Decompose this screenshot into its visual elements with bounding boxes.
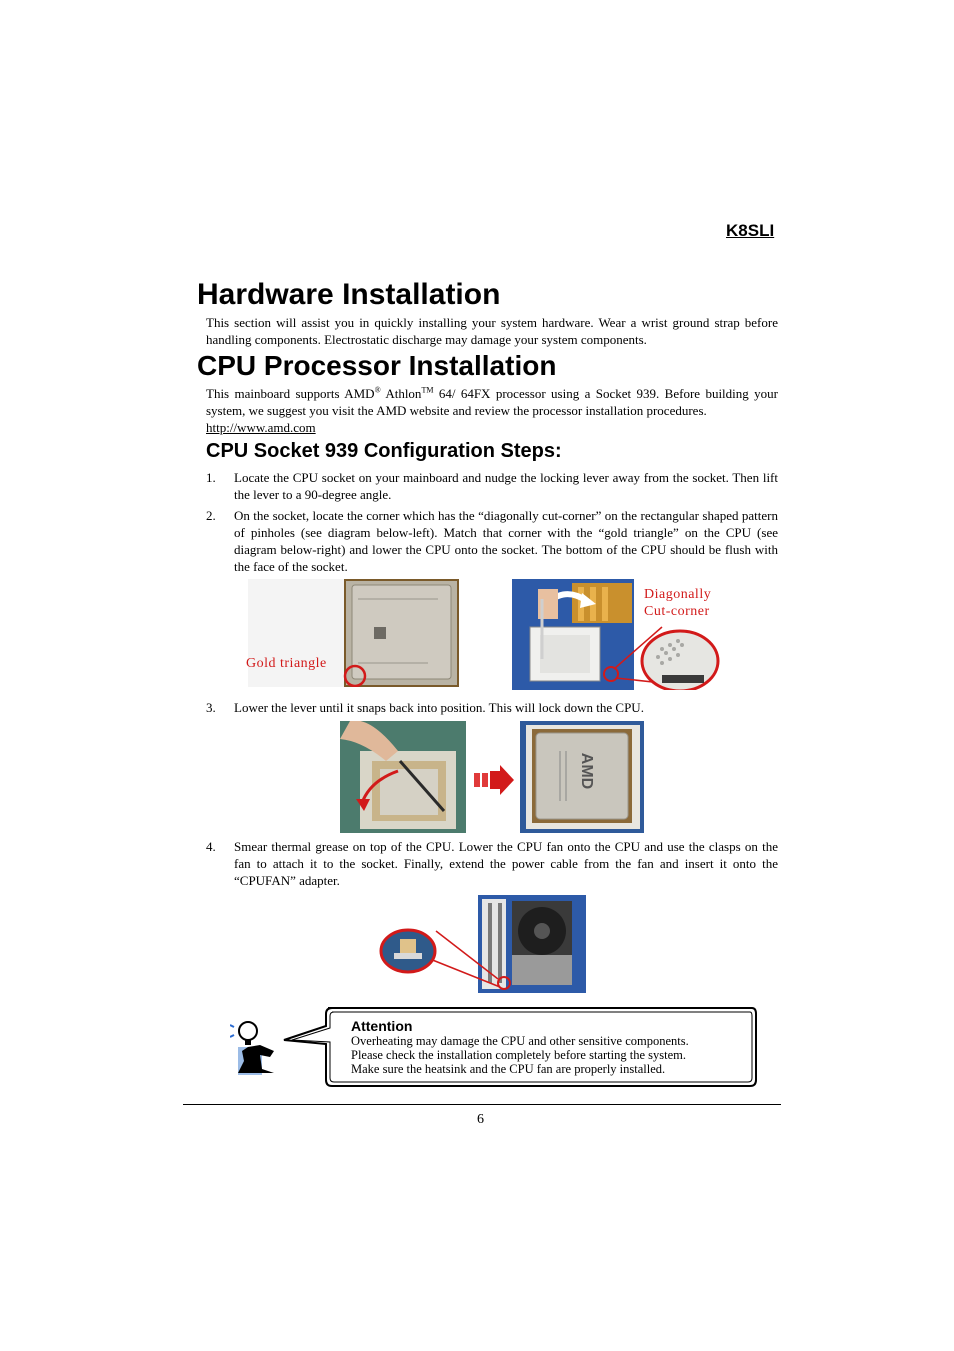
hardware-intro: This section will assist you in quickly installing your system hardware. Wear a wrist ground strap before handling components. Electrostatic discharge may damage your system components.	[206, 315, 778, 347]
registered-mark: ®	[374, 385, 381, 395]
locked-cpu-photo	[520, 721, 644, 833]
right-arrow-icon	[474, 765, 514, 795]
cpu-fan-graphic	[378, 895, 586, 993]
step-text: On the socket, locate the corner which has the “diagonally cut-corner” on the rectangular shaped pattern of pinholes (see diagram below-left). Match that corner with the “gold triangle” on the CPU (see diagram below-right) and lower the CPU onto the socket. The bottom of the CPU should be flush with the face of the socket.	[234, 508, 778, 574]
step-number: 4.	[206, 839, 216, 854]
page-number: 6	[477, 1112, 484, 1127]
lever-photo	[340, 721, 466, 833]
locked-cpu-graphic	[520, 721, 644, 833]
lever-photo-graphic	[340, 721, 466, 833]
step-number: 2.	[206, 508, 216, 523]
footer-divider	[183, 1104, 781, 1105]
step-text: Smear thermal grease on top of the CPU. Lower the CPU fan onto the CPU and use the clasps on the fan to attach it to the socket. Finally, extend the power cable from the fan and insert it onto the “CPUFAN” adapter.	[234, 839, 778, 888]
attention-line-3: Make sure the heatsink and the CPU fan are properly installed.	[351, 1062, 666, 1076]
cpu-intro-pre: This mainboard supports AMD	[206, 386, 375, 401]
step-number: 1.	[206, 470, 216, 485]
cut-corner-label-line1: Diagonally	[644, 587, 712, 602]
gold-triangle-label: Gold triangle	[246, 656, 327, 671]
cut-corner-label	[644, 586, 711, 620]
cpu-print: AMD	[578, 752, 595, 790]
attention-title: Attention	[351, 1018, 413, 1034]
step-text: Locate the CPU socket on your mainboard and nudge the locking lever away from the socket. Then lift the lever to a 90-degree angle.	[234, 470, 778, 502]
cut-corner-label-line2: Cut-corner	[644, 604, 710, 619]
amd-link[interactable]: http://www.amd.com	[206, 420, 316, 435]
cpu-fan-photo	[378, 895, 586, 993]
lightbulb-person-icon	[230, 1017, 282, 1075]
cpu-intro-athlon: Athlon	[380, 386, 422, 401]
step-number: 3.	[206, 700, 216, 715]
attention-line-1: Overheating may damage the CPU and other sensitive components.	[351, 1034, 689, 1048]
model-name: K8SLI	[726, 221, 775, 240]
attention-line-2: Please check the installation completely before starting the system.	[351, 1048, 686, 1062]
page-title: Hardware Installation	[197, 278, 501, 311]
attention-box	[351, 1018, 751, 1076]
cpu-intro	[206, 385, 778, 436]
section-title-cpu: CPU Processor Installation	[197, 350, 557, 381]
cpu-intro-post: 64/ 64FX processor using a Socket 939. Before building your system, we suggest you visit the AMD website and review the processor installation procedures.	[206, 386, 778, 418]
trademark-mark: TM	[421, 385, 434, 395]
section-title-socket: CPU Socket 939 Configuration Steps:	[206, 440, 562, 462]
step-text: Lower the lever until it snaps back into position. This will lock down the CPU.	[234, 700, 644, 715]
